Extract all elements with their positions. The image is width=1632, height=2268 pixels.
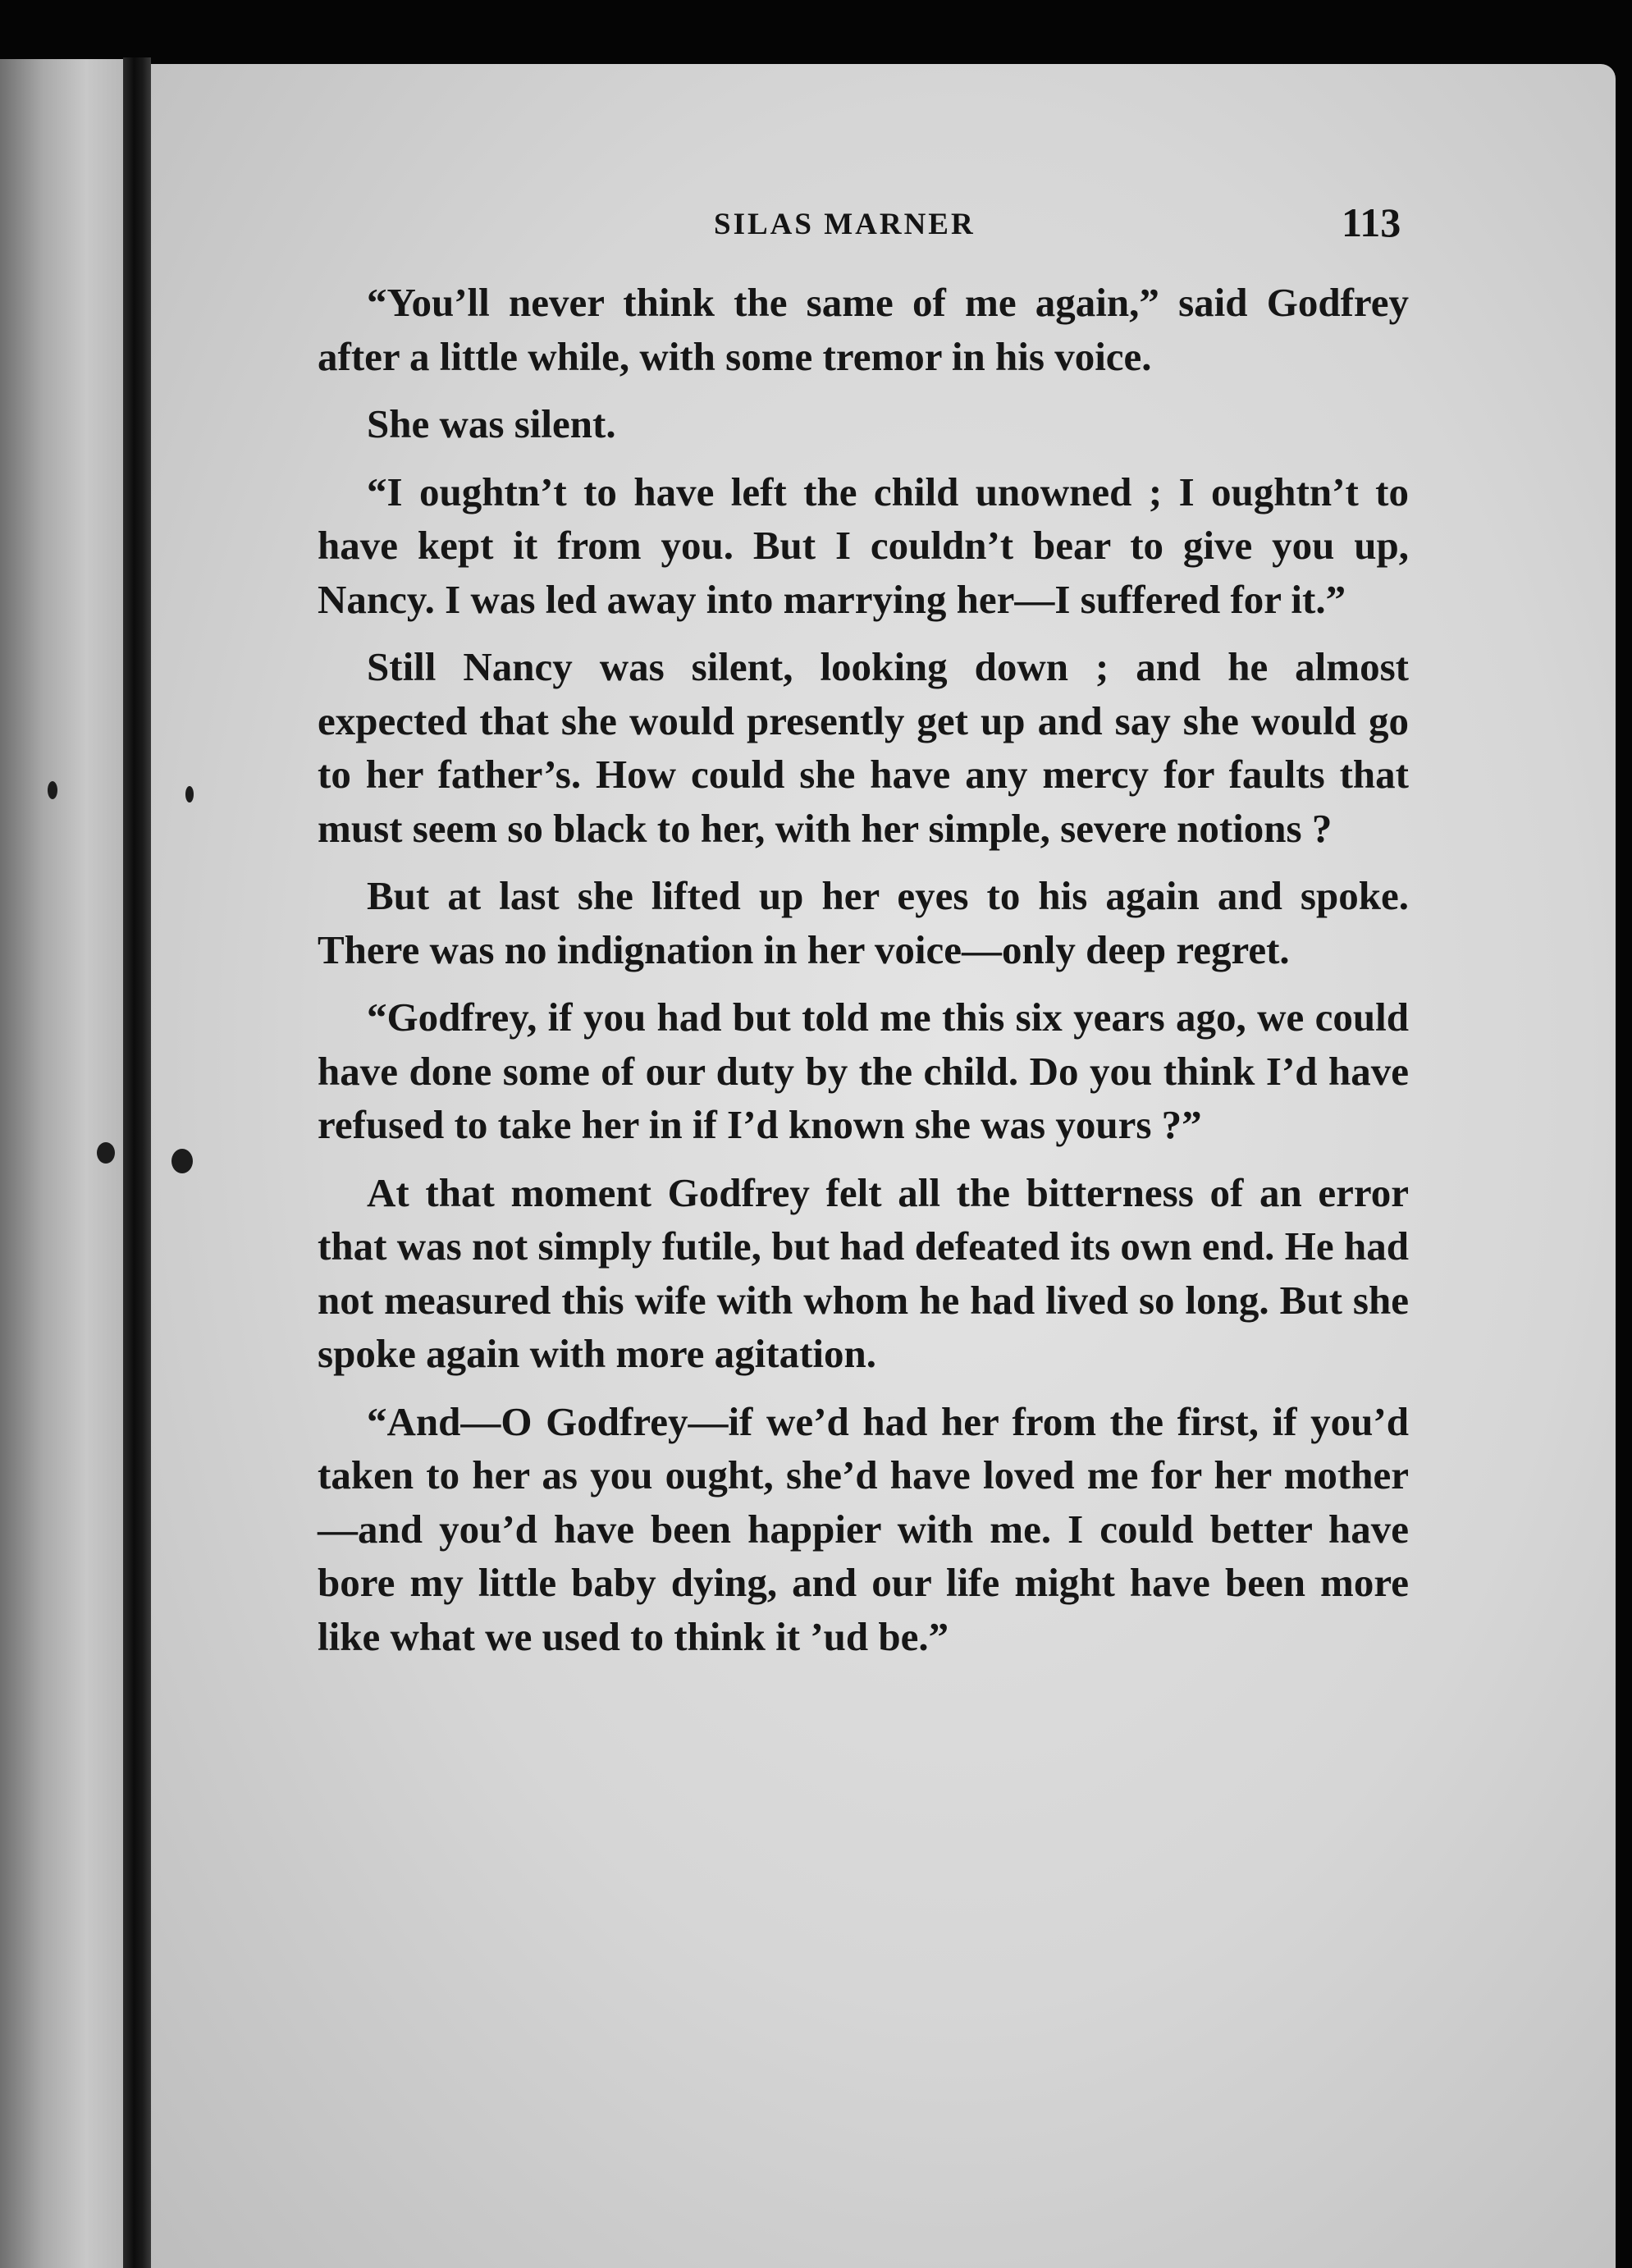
paragraph: “I oughtn’t to have left the child unowned ; I oughtn’t to have kept it from you. But I couldn’t bear to give you up, Nancy. I was led away into marrying her—I suffered for it.” xyxy=(318,469,1409,622)
page-number: 113 xyxy=(1342,199,1401,245)
ink-speck xyxy=(97,1142,115,1164)
paragraph: Still Nancy was silent, looking down ; and he almost expected that she would presently get up and say she would go to her father’s. How could she have any mercy for faults that must seem so black to her, with her simple, severe notions ? xyxy=(318,644,1409,851)
paragraph: “Godfrey, if you had but told me this six years ago, we could have done some of our duty by the child. Do you think I’d have refused to take her in if I’d known she was yours ?” xyxy=(318,995,1409,1147)
running-title: SILAS MARNER xyxy=(714,208,976,241)
ink-speck xyxy=(171,1149,193,1173)
ink-speck xyxy=(185,786,194,802)
book-spine xyxy=(123,57,151,2268)
paragraph: At that moment Godfrey felt all the bitterness of an error that was not simply futile, but had defeated its own end. He had not measured this wife with whom he had lived so long. But she spoke again with more agitation. xyxy=(318,1169,1409,1376)
paragraph: But at last she lifted up her eyes to his again and spoke. There was no indignation in her voice—only deep regret. xyxy=(318,873,1409,972)
paragraph: “And—O Godfrey—if we’d had her from the first, if you’d taken to her as you ought, she’d have loved me for her mother—and you’d have been happier with me. I could better have bore my little baby dying, and our life might have been more like what we used to think it ’ud be.” xyxy=(318,1398,1409,1659)
body-text xyxy=(318,276,1409,1677)
facing-page-edge xyxy=(0,59,123,2268)
paragraph: “You’ll never think the same of me again,” said Godfrey after a little while, with some tremor in his voice. xyxy=(318,280,1409,379)
ink-speck xyxy=(48,781,57,799)
paragraph: She was silent. xyxy=(367,401,616,446)
